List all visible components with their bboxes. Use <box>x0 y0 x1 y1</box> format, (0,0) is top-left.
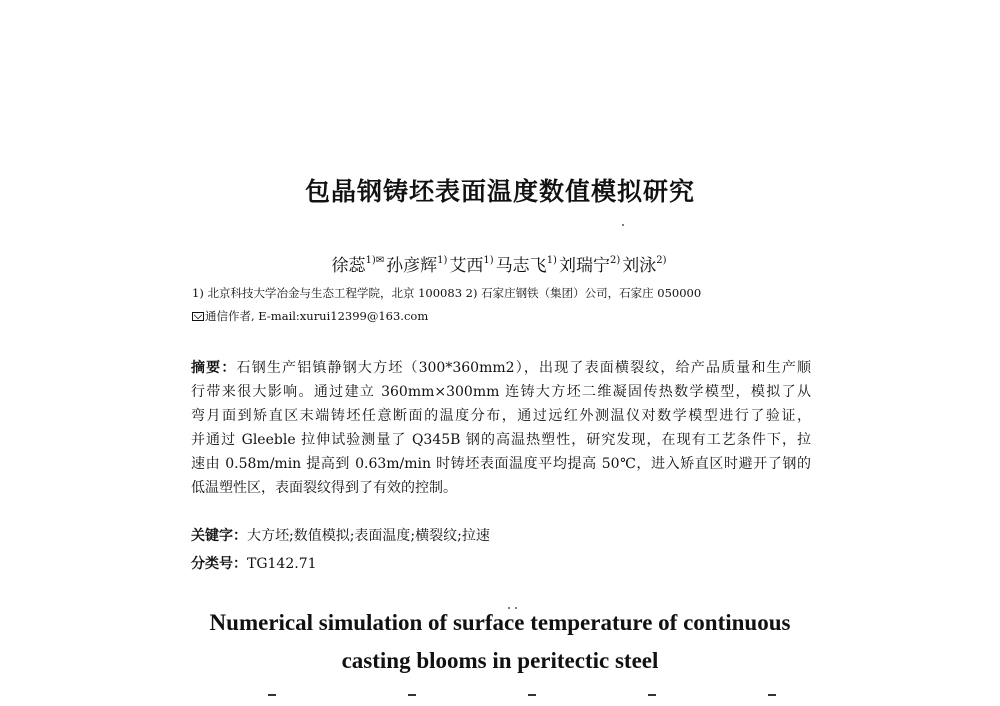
author-affiliation-marker: 1) <box>483 255 494 266</box>
classification-line <box>191 552 317 576</box>
author-name: 孙彦辉 <box>386 256 438 276</box>
author-affiliation-marker: 1) <box>546 255 557 266</box>
keywords-line <box>191 524 490 548</box>
abstract-line: 低温塑性区，表面裂纹得到了有效的控制。 <box>191 480 457 496</box>
cutoff-fragment <box>768 694 776 696</box>
keywords-label: 关键字： <box>191 528 247 544</box>
author-list <box>0 251 1000 276</box>
cutoff-fragment <box>648 694 656 696</box>
author-name: 刘瑞宁 <box>558 256 610 276</box>
english-title <box>0 604 1000 680</box>
author-affiliation-marker: 2) <box>656 255 667 266</box>
cutoff-fragment <box>528 694 536 696</box>
classification-label: 分类号： <box>191 556 247 572</box>
envelope-icon <box>192 312 204 321</box>
chinese-title: 包晶钢铸坯表面温度数值模拟研究 <box>304 177 695 206</box>
abstract-line: 速由 0.58m/min 提高到 0.63m/min 时铸坯表面温度平均提高 50℃，进入矫直区时避开了钢的 <box>191 456 811 472</box>
author-affiliation-marker: 2) <box>609 255 621 266</box>
cutoff-author-line <box>268 694 788 706</box>
classification-code: TG142.71 <box>247 556 317 572</box>
abstract-label: 摘要： <box>191 360 237 376</box>
affiliations: 1) 北京科技大学冶金与生态工程学院，北京 100083 2) 石家庄钢铁（集团）公司，石家庄 050000 <box>192 286 702 300</box>
author-affiliation-marker: 1)✉ <box>365 255 385 266</box>
english-title-line-1: Numerical simulation of surface temperature of continuous <box>209 610 791 635</box>
cutoff-fragment <box>408 694 416 696</box>
correspondence-text: 通信作者, E-mail:xurui12399@163.com <box>205 309 429 323</box>
author-name: 刘泳 <box>622 256 657 276</box>
correspondence-line <box>192 308 428 324</box>
author-name: 艾西 <box>449 256 484 276</box>
author-name: 马志飞 <box>495 256 547 276</box>
abstract <box>191 356 811 500</box>
english-title-line-2: casting blooms in peritectic steel <box>341 648 659 673</box>
keywords-text: 大方坯;数值模拟;表面温度;横裂纹;拉速 <box>247 528 490 544</box>
abstract-line: 弯月面到矫直区末端铸坯任意断面的温度分布，通过远红外测温仪对数学模型进行了验证， <box>191 408 811 424</box>
abstract-text: 石钢生产铝镇静钢大方坯（300*360mm2），出现了表面横裂纹，给产品质量和生产顺 <box>236 360 811 376</box>
author-name: 徐蕊 <box>331 256 366 276</box>
abstract-line: 并通过 Gleeble 拉伸试验测量了 Q345B 钢的高温热塑性，研究发现，在现有工艺条件下，拉 <box>191 432 811 448</box>
abstract-line <box>191 356 811 380</box>
cutoff-fragment <box>268 694 276 696</box>
abstract-line: 行带来很大影响。通过建立 360mm×300mm 连铸大方坯二维凝固传热数学模型，模拟了从 <box>191 384 811 400</box>
author-affiliation-marker: 1) <box>437 255 448 266</box>
scan-speck <box>622 224 624 226</box>
